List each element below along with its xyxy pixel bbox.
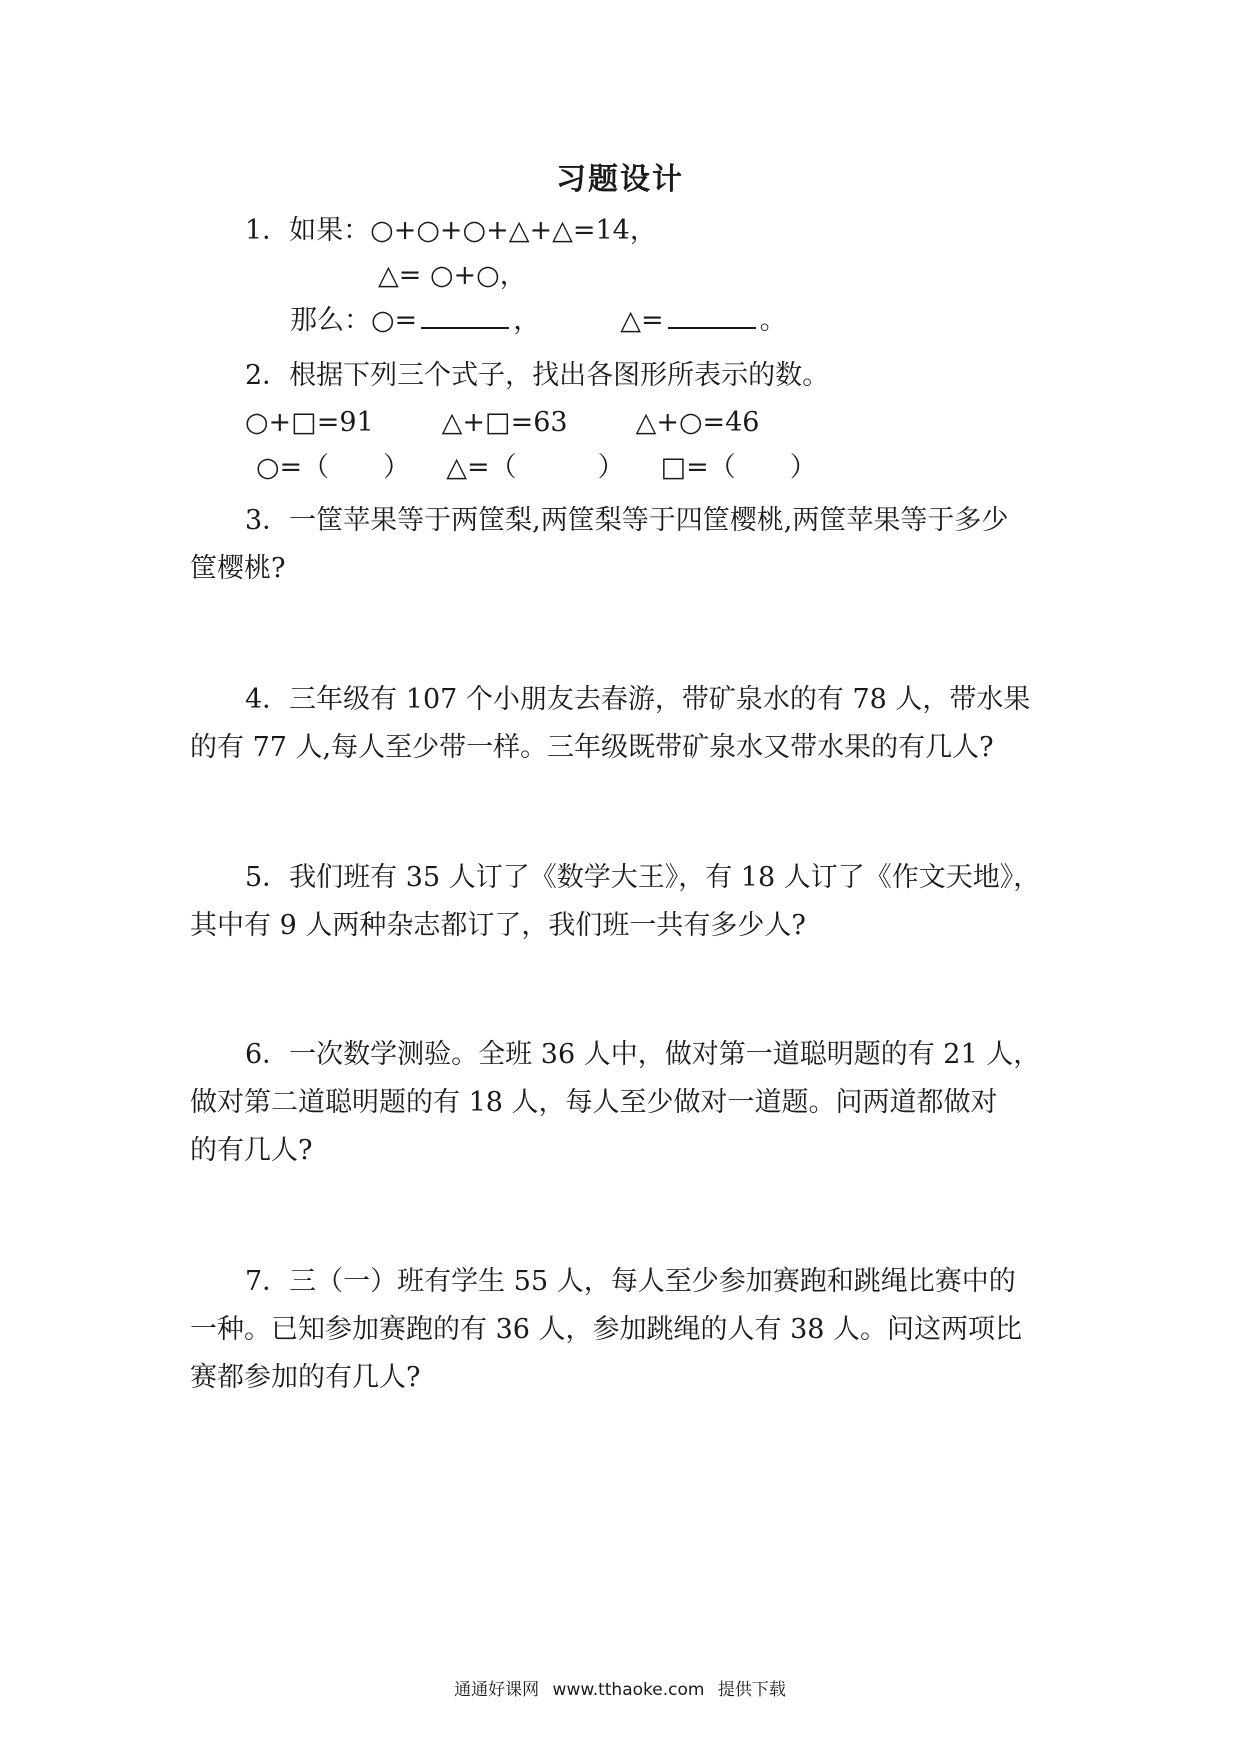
page-title: 习题设计 bbox=[556, 162, 684, 197]
q3-line2: 筐樱桃? bbox=[190, 553, 286, 584]
q2-ans-triangle: △=（ ） bbox=[446, 452, 625, 483]
q4-line1: 4．三年级有 107 个小朋友去春游，带矿泉水的有 78 人，带水果 bbox=[245, 684, 1031, 715]
q5-line1: 5．我们班有 35 人订了《数学大王》，有 18 人订了《作文天地》， bbox=[245, 862, 1041, 893]
q1-line1: 1．如果：○+○+○+△+△=14， bbox=[245, 215, 657, 246]
footer-suffix: 提供下载 bbox=[717, 1680, 786, 1700]
q1-separator: ， bbox=[513, 305, 541, 336]
q7-line1: 7．三（一）班有学生 55 人，每人至少参加赛跑和跳绳比赛中的 bbox=[245, 1266, 1016, 1297]
q7-line3: 赛都参加的有几人? bbox=[190, 1362, 421, 1393]
q1-line3 bbox=[290, 303, 787, 339]
q6-line2: 做对第二道聪明题的有 18 人，每人至少做对一道题。问两道都做对 bbox=[190, 1087, 998, 1118]
q2-ans-square: □=（ ） bbox=[660, 452, 817, 483]
q2-answers bbox=[256, 450, 817, 486]
q1-triangle-blank[interactable] bbox=[668, 303, 756, 329]
q1-line2: △= ○+○， bbox=[378, 260, 527, 291]
q7-line2: 一种。已知参加赛跑的有 36 人，参加跳绳的人有 38 人。问这两项比 bbox=[190, 1314, 1023, 1345]
q2-equations bbox=[245, 405, 760, 441]
q2-stem: 2．根据下列三个式子，找出各图形所表示的数。 bbox=[245, 360, 830, 391]
footer-site-name: 通通好课网 bbox=[454, 1680, 540, 1700]
q1-triangle-label: △= bbox=[620, 305, 664, 336]
q1-circle-label: 那么：○= bbox=[290, 305, 418, 336]
footer-url[interactable]: www.tthaoke.com bbox=[552, 1680, 705, 1700]
q1-end: 。 bbox=[759, 305, 787, 336]
page-footer bbox=[0, 1678, 1240, 1702]
q6-line3: 的有几人? bbox=[190, 1135, 313, 1166]
q3-line1: 3．一筐苹果等于两筐梨,两筐梨等于四筐樱桃,两筐苹果等于多少 bbox=[245, 505, 1009, 536]
q5-line2: 其中有 9 人两种杂志都订了，我们班一共有多少人? bbox=[190, 910, 806, 941]
q4-line2: 的有 77 人,每人至少带一样。三年级既带矿泉水又带水果的有几人? bbox=[190, 732, 994, 763]
q6-line1: 6．一次数学测验。全班 36 人中，做对第一道聪明题的有 21 人， bbox=[245, 1039, 1041, 1070]
q1-circle-blank[interactable] bbox=[421, 303, 509, 329]
q2-eq3: △+○=46 bbox=[635, 407, 760, 438]
q2-ans-circle: ○=（ ） bbox=[256, 452, 411, 483]
q2-eq2: △+□=63 bbox=[441, 407, 568, 438]
q2-eq1: ○+□=91 bbox=[245, 407, 374, 438]
